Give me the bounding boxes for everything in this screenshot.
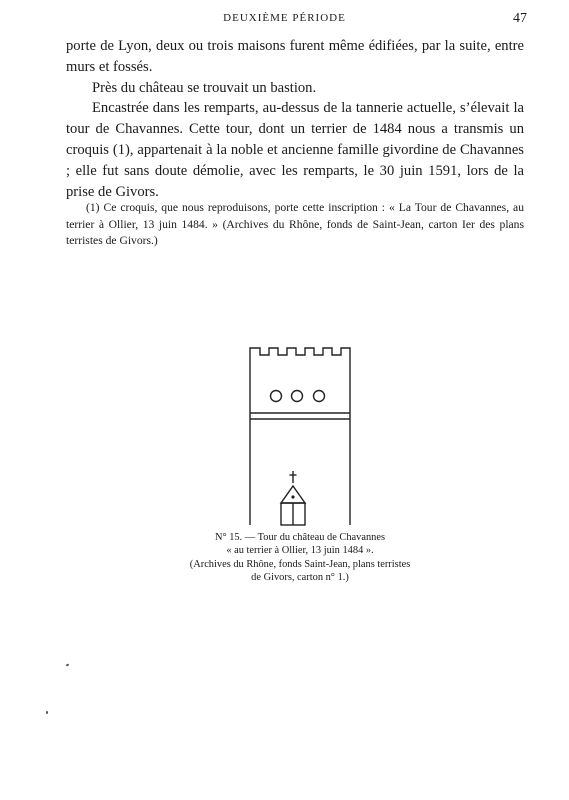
paragraph-1: porte de Lyon, deux ou trois maisons furent même édifiées, par la suite, entre murs et fossés. bbox=[66, 38, 524, 75]
footnote bbox=[66, 200, 524, 250]
round-window-2 bbox=[292, 391, 303, 402]
figure-caption bbox=[150, 531, 450, 584]
tower-figure bbox=[243, 340, 355, 530]
scan-speck-2 bbox=[46, 711, 48, 714]
door-gable bbox=[281, 486, 305, 503]
paragraph-2: Près du château se trouvait un bastion. bbox=[92, 79, 317, 96]
running-title: DEUXIÈME PÉRIODE bbox=[223, 12, 346, 24]
round-window-1 bbox=[271, 391, 282, 402]
tower-outline bbox=[250, 348, 350, 525]
round-window-3 bbox=[314, 391, 325, 402]
scan-speck-1 bbox=[66, 663, 70, 666]
caption-line-1: N° 15. — Tour du château de Chavannes bbox=[214, 532, 386, 543]
door-dot bbox=[291, 495, 294, 498]
footnote-text: (1) Ce croquis, que nous reproduisons, porte cette inscription : « La Tour de Chavannes, au terrier à Ollier, 13 juin 1484. » (Archives du Rhône, fonds de Saint-Jean, carton Ier des plans terristes de Givors.) bbox=[66, 201, 524, 247]
caption-line-4: de Givors, carton n° 1.) bbox=[251, 571, 349, 583]
caption-line-3: (Archives du Rhône, fonds Saint-Jean, plans terristes bbox=[189, 558, 411, 570]
caption-line-2: « au terrier à Ollier, 13 juin 1484 ». bbox=[226, 545, 374, 557]
body-text bbox=[66, 36, 524, 202]
page-number: 47 bbox=[513, 11, 527, 26]
tower-sketch-icon bbox=[243, 340, 355, 530]
paragraph-3: Encastrée dans les remparts, au-dessus de la tannerie actuelle, s’élevait la tour de Chavannes. Cette tour, dont un terrier de 1484 nous a transmis un croquis (1), appartenait à la noble et ancienne famille givordine de Chavannes ; elle fut sans doute démolie, avec les remparts, le 30 juin 1591, lors de la prise de Givors. bbox=[66, 100, 524, 200]
